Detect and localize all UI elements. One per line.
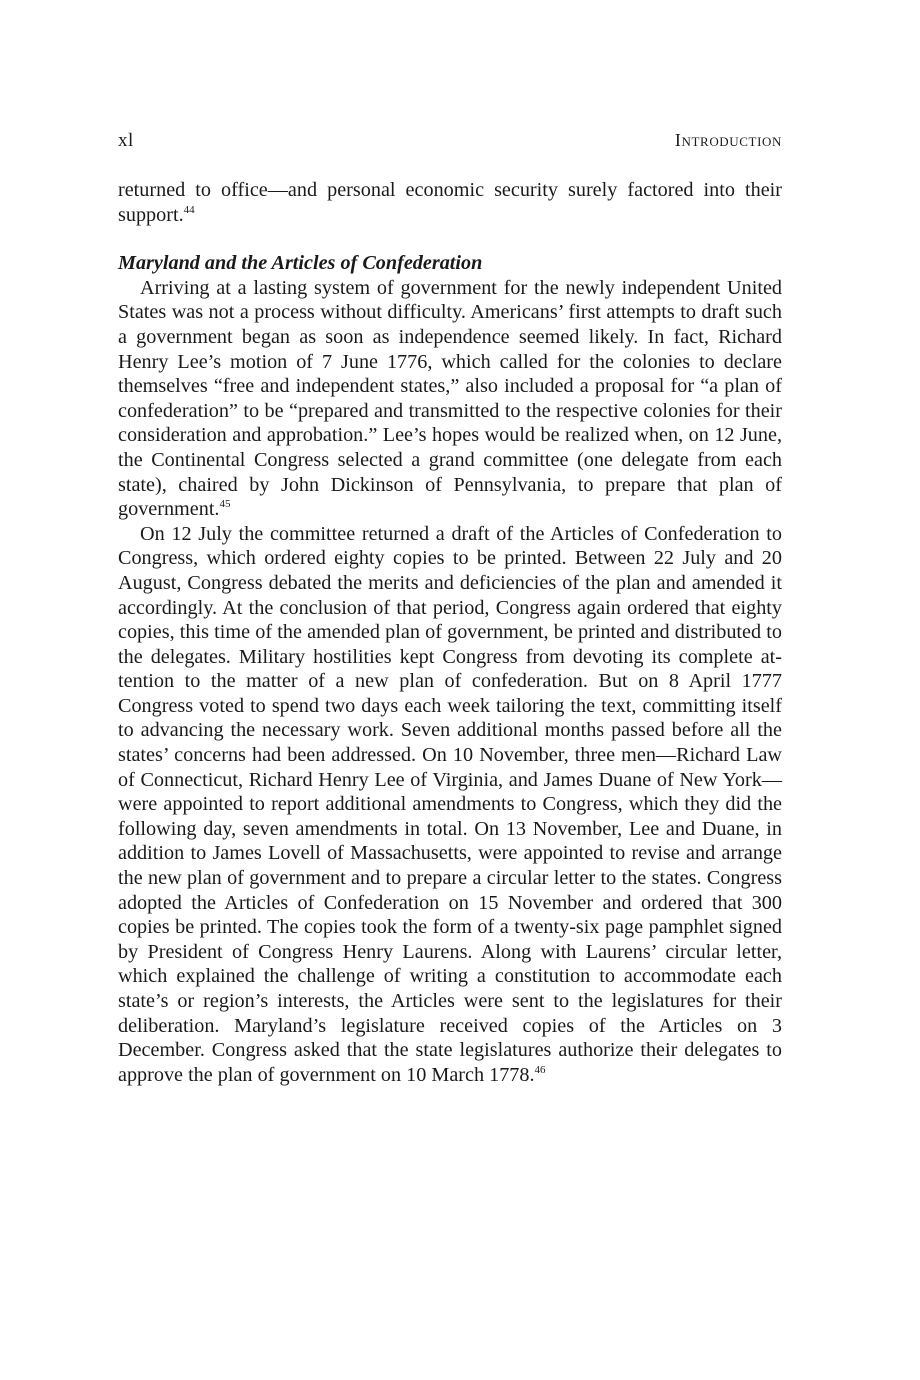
paragraph-text: returned to office—and personal economic security surely factored into their support. (118, 179, 782, 226)
paragraph (118, 522, 782, 1088)
page-number: xl (118, 130, 134, 151)
footnote-marker: 45 (219, 498, 231, 511)
paragraph (118, 276, 782, 522)
chapter-title: Introduction (674, 130, 782, 150)
footnote-marker: 46 (534, 1063, 546, 1076)
paragraph-text: Arriving at a lasting system of government for the newly independent United States was not a process without difficulty. Americans’ first attempts to draft such a government began as soon as independence seemed likely. In fact, Richard Henry Lee’s motion of 7 June 1776, which called for the colonies to declare themselves “free and independent states,” also included a proposal for “a plan of confederation” to be “prepared and transmitted to the respective colonies for their consideration and approbation.” Lee’s hopes would be realized when, on 12 June, the Continental Congress selected a grand committee (one delegate from each state), chaired by John Dickinson of Pennsylvania, to prepare that plan of government. (118, 276, 782, 521)
running-head (118, 128, 782, 152)
section-spacer (118, 227, 782, 251)
section-heading: Maryland and the Articles of Confederation (118, 252, 483, 275)
book-page (118, 128, 782, 1087)
paragraph-text: On 12 July the committee returned a draft of the Articles of Confederation to Congress, which ordered eighty copies to be printed. Between 22 July and 20 August, Congress debated the merits and deficiencies of the plan and amended it accordingly. At the conclusion of that period, Congress again ordered that eighty copies, this time of the amended plan of government, be printed and distributed to the delegates. Military hostilities kept Congress from devoting its complete attention to the matter of a new plan of confederation. But on 8 April 1777 Congress voted to spend two days each week tailoring the text, committing itself to advancing the necessary work. Seven additional months passed before all the states’ concerns had been addressed. On 10 November, three men—Richard Law of Connecticut, Richard Henry Lee of Virginia, and James Duane of New York—were appointed to report additional amendments to Congress, which they did the following day, seven amendments in total. On 13 November, Lee and Duane, in addition to James Lovell of Massachusetts, were appointed to revise and arrange the new plan of government and to prepare a circular letter to the states. Congress adopted the Articles of Confederation on 15 November and ordered that 300 copies be printed. The copies took the form of a twenty-six page pamphlet signed by President of Congress Henry Laurens. Along with Laurens’ circular letter, which explained the challenge of writing a constitution to accommodate each state’s or region’s interests, the Articles were sent to the legislatures for their deliberation. Maryland’s legislature received copies of the Articles on 3 December. Congress asked that the state legislatures authorize their delegates to approve the plan of government on 10 March 1778. (118, 522, 782, 1086)
footnote-marker: 44 (183, 203, 195, 216)
paragraph-continued (118, 178, 782, 227)
body-text (118, 178, 782, 1087)
